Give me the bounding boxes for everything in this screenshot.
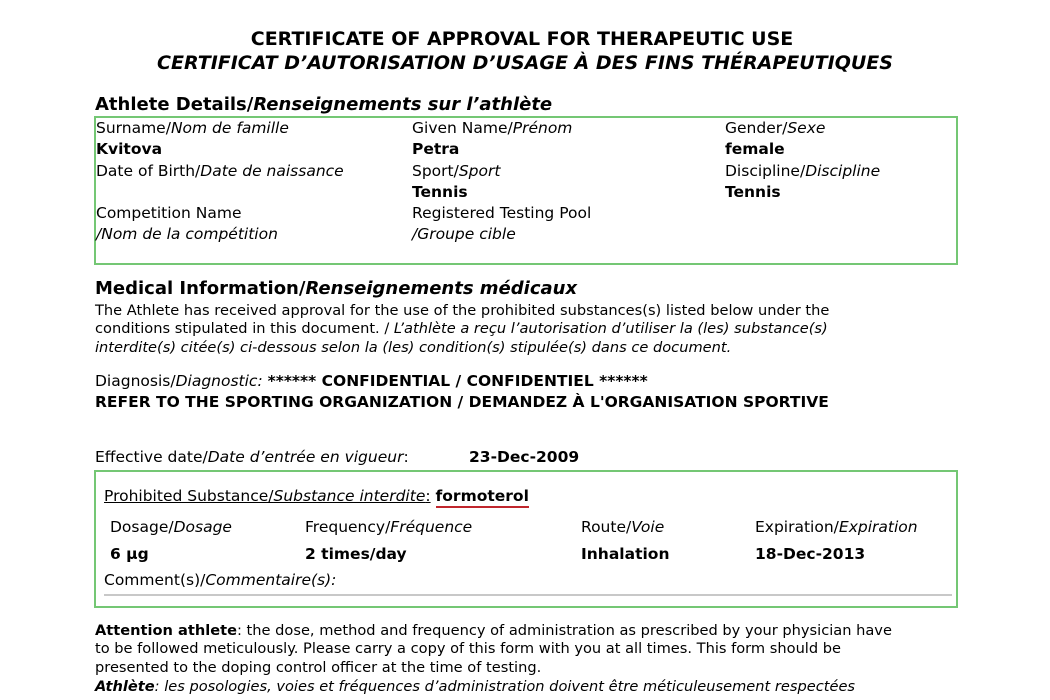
attention-line3: presented to the doping control officer at the time of testing. [95,659,542,676]
competition-label-en: Competition Name [96,204,242,222]
given-name-label: Given Name/Prénom [412,119,573,137]
comments-divider [104,594,952,596]
diagnosis-value: ****** CONFIDENTIAL / CONFIDENTIEL ****** [267,372,648,390]
attention-line2: to be followed meticulously. Please carry a copy of this form with you at all times. This form should be [95,640,842,657]
surname-label: Surname/Nom de famille [96,119,289,137]
prohibited-substance-value: formoterol [436,487,529,508]
sport-label: Sport/Sport [412,162,501,180]
athlete-heading: Athlete Details/Renseignements sur l’athlète [95,94,553,115]
dob-label: Date of Birth/Date de naissance [96,162,344,180]
medical-heading: Medical Information/Renseignements médicaux [95,278,578,299]
attention-line1: Attention athlete: the dose, method and frequency of administration as prescribed by your physician have [95,622,892,639]
pool-label-fr: /Groupe cible [412,225,516,243]
effective-date-value: 23-Dec-2009 [469,448,580,466]
route-value: Inhalation [581,545,670,563]
diagnosis-line: Diagnosis/Diagnostic: ****** CONFIDENTIAL / CONFIDENTIEL ****** [95,372,648,390]
frequency-label: Frequency/Fréquence [305,518,473,536]
route-label: Route/Voie [581,518,665,536]
given-name-value: Petra [412,140,460,158]
comments-label: Comment(s)/Commentaire(s): [104,571,337,589]
competition-label-fr: /Nom de la compétition [96,225,278,243]
medical-paragraph-line1: The Athlete has received approval for the use of the prohibited substances(s) listed below under the [95,302,830,319]
dosage-label: Dosage/Dosage [110,518,232,536]
title-fr: CERTIFICAT D’AUTORISATION D’USAGE À DES FINS THÉRAPEUTIQUES [157,52,893,74]
gender-value: female [725,140,785,158]
expiration-label: Expiration/Expiration [755,518,918,536]
discipline-label: Discipline/Discipline [725,162,881,180]
pool-label-en: Registered Testing Pool [412,204,592,222]
gender-label: Gender/Sexe [725,119,826,137]
expiration-value: 18-Dec-2013 [755,545,866,563]
refer-line: REFER TO THE SPORTING ORGANIZATION / DEMANDEZ À L'ORGANISATION SPORTIVE [95,393,829,411]
frequency-value: 2 times/day [305,545,407,563]
attention-line4: Athlète: les posologies, voies et fréquences d’administration doivent être méticuleusement respectées [95,678,856,695]
effective-date-label: Effective date/Date d’entrée en vigueur: [95,448,409,466]
medical-paragraph-line3: interdite(s) citée(s) ci-dessous selon la (les) condition(s) stipulée(s) dans ce document. [95,339,732,356]
sport-value: Tennis [412,183,468,201]
medical-paragraph-line2: conditions stipulated in this document. / L’athlète a reçu l’autorisation d’utiliser la (les) substance(s) [95,320,828,337]
discipline-value: Tennis [725,183,781,201]
dosage-value: 6 µg [110,545,149,563]
prohibited-substance-label: Prohibited Substance/Substance interdite: formoterol [104,487,529,505]
surname-value: Kvitova [96,140,163,158]
title-en: CERTIFICATE OF APPROVAL FOR THERAPEUTIC USE [250,28,794,50]
